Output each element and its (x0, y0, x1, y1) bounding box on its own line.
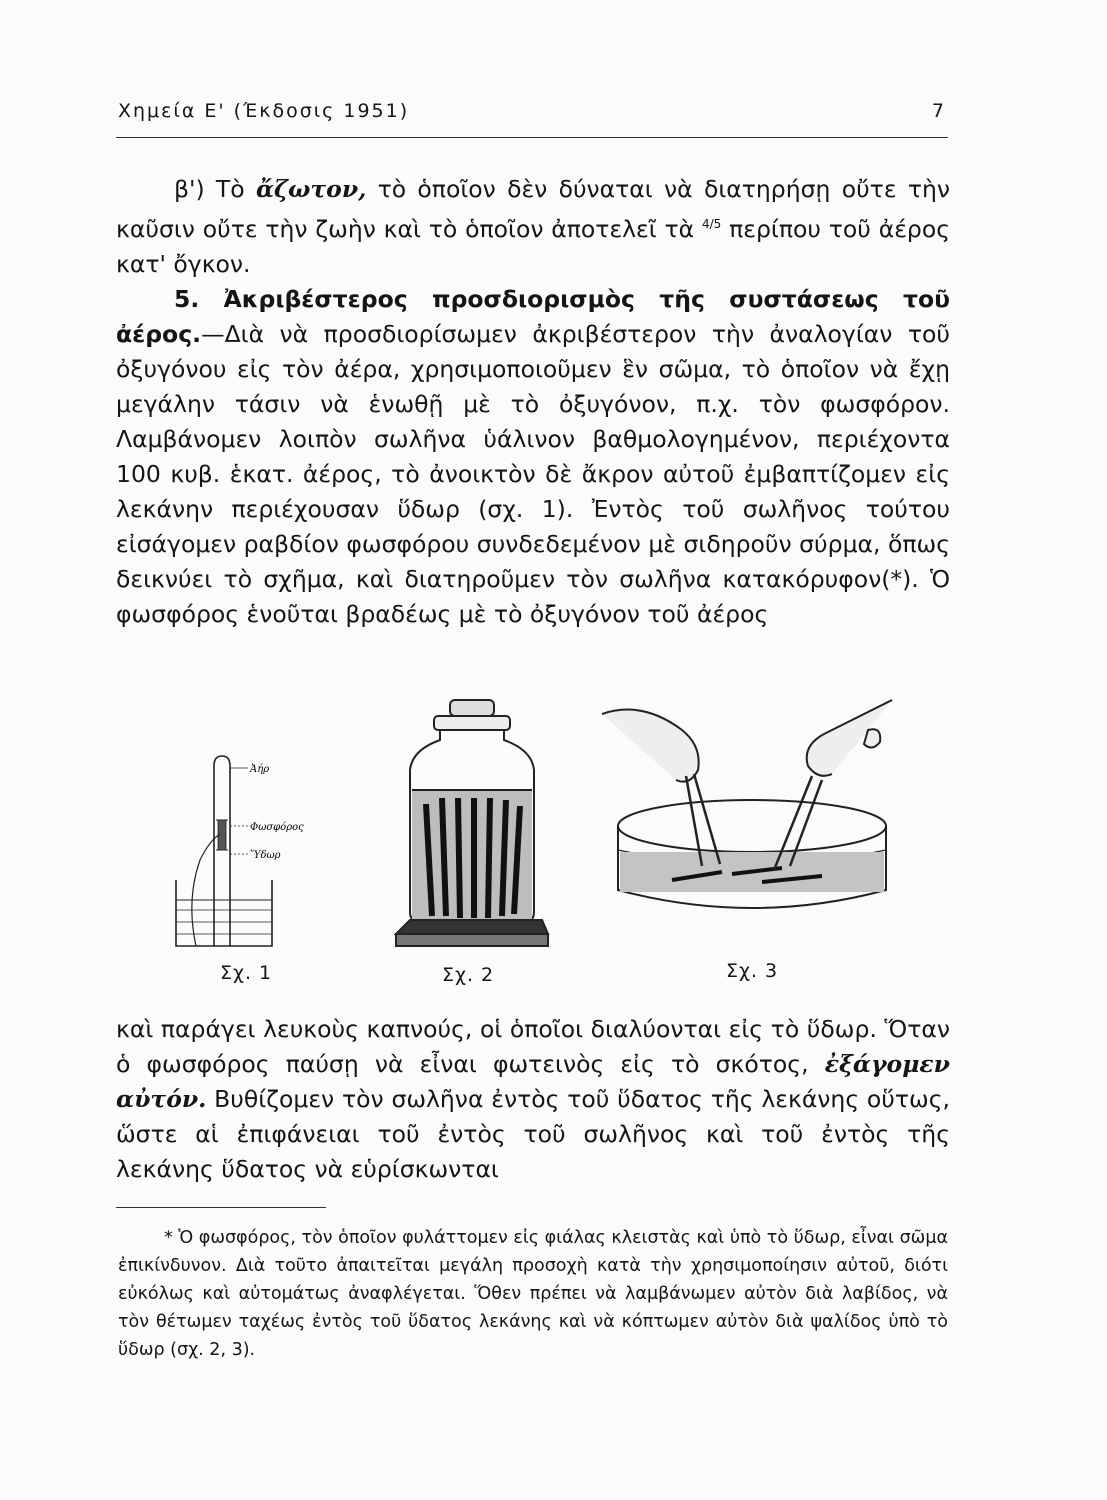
continuation-part-b: Βυθίζομεν τὸν σωλῆνα ἐντὸς τοῦ ὕδατος τῆς λεκάνης οὕτως, ὥστε αἱ ἐπιφάνειαι τοῦ ἐντὸς τοῦ σωλῆνος καὶ τοῦ ἐντὸς τῆς λεκάνης ὕδατος νὰ εὑρίσκωνται (116, 1085, 950, 1183)
item-label: β') Τὸ (174, 175, 256, 203)
figure-2-jar (392, 694, 552, 952)
page-number: 7 (931, 100, 946, 122)
main-text (116, 172, 950, 632)
caption-fig-1: Σχ. 1 (220, 962, 273, 984)
page-header (118, 100, 946, 122)
caption-fig-2: Σχ. 2 (442, 964, 495, 986)
figure-1-tube-in-basin (160, 750, 320, 950)
section-text: —Διὰ νὰ προσδιορίσωμεν ἀκριβέστερον τὴν ἀναλογίαν τοῦ ὀξυγόνου εἰς τὸν ἀέρα, χρησιμοποιοῦμεν ἓν σῶμα, τὸ ὁποῖον νὰ ἔχῃ μεγάλην τάσιν νὰ ἑνωθῇ μὲ τὸ ὀξυγόνον, π.χ. τὸν φωσφόρον. Λαμβάνομεν λοιπὸν σωλῆνα ὑάλινον βαθμολογημένον, περιέχοντα 100 κυβ. ἑκατ. ἀέρος, τὸ ἀνοικτὸν δὲ ἄκρον αὐτοῦ ἐμβαπτίζομεν εἰς λεκάνην περιέχουσαν ὕδωρ (σχ. 1). Ἐντὸς τοῦ σωλῆνος τούτου εἰσάγομεν ραβδίον φωσφόρου συνδεδεμένον μὲ σιδηροῦν σύρμα, ὅπως δεικνύει τὸ σχῆμα, καὶ διατηροῦμεν τὸν σωλῆνα κατακόρυφον(*). Ὁ φωσφόρος ἑνοῦται βραδέως μὲ τὸ ὀξυγόνον τοῦ ἀέρος (116, 319, 950, 628)
label-air: Ἀήρ (250, 764, 270, 775)
paragraph-text: τὸ ὁποῖον δὲν δύναται νὰ διατηρήσῃ οὔτε τὴν καῦσιν οὔτε τὴν ζωὴν καὶ τὸ ὁποῖον ἀποτελεῖ τὰ (116, 175, 950, 243)
continuation-part-a: καὶ παράγει λευκοὺς καπνούς, οἱ ὁποῖοι διαλύονται εἰς τὸ ὕδωρ. Ὅταν ὁ φωσφόρος παύσῃ νὰ εἶναι φωτεινὸς εἰς τὸ σκότος, (116, 1015, 950, 1078)
term-nitrogen: ἄζωτον, (255, 175, 367, 203)
paragraph-section-5 (116, 282, 950, 632)
header-rule (116, 137, 948, 138)
caption-fig-3: Σχ. 3 (726, 960, 779, 982)
paragraph-continuation (116, 1012, 950, 1187)
label-phosphorus: Φωσφόρος (250, 822, 304, 833)
continuation-text (116, 1012, 950, 1187)
footnote-text: * Ὁ φωσφόρος, τὸν ὁποῖον φυλάττομεν εἰς φιάλας κλειστὰς καὶ ὑπὸ τὸ ὕδωρ, εἶναι σῶμα ἐπικίνδυνον. Διὰ τοῦτο ἀπαιτεῖται μεγάλη προσοχὴ κατὰ τὴν χρησιμοποίησιν αὐτοῦ, διότι εὐκόλως καὶ αὐτομάτως ἀναφλέγεται. Ὅθεν πρέπει νὰ λαμβάνωμεν αὐτὸν διὰ λαβίδος, νὰ τὸν θέτωμεν ταχέως ἐντὸς τοῦ ὕδατος λεκάνης καὶ νὰ κόπτωμεν αὐτὸν διὰ ψαλίδος ὑπὸ τὸ ὕδωρ (σχ. 2, 3). (118, 1228, 948, 1360)
figures-row (116, 690, 950, 1000)
footnote (118, 1224, 948, 1364)
paragraph-text-end: περίπου τοῦ ἀέρος κατ' ὄγκον. (116, 214, 950, 278)
figure-3-cutting-phosphorus (602, 690, 902, 920)
section-heading: 5. Ἀκριβέστερος προσδιορισμὸς τῆς συστάσεως τοῦ ἀέρος. (116, 284, 950, 348)
emphasis-remove: ἐξάγομεν αὐτόν. (116, 1050, 950, 1113)
label-water: Ὕδωρ (250, 850, 281, 861)
running-title: Χημεία Ε' (Έκδοσις 1951) (118, 100, 410, 122)
footnote-rule (116, 1207, 326, 1208)
fraction: 4/5 (701, 217, 722, 231)
paragraph-nitrogen (116, 172, 950, 282)
